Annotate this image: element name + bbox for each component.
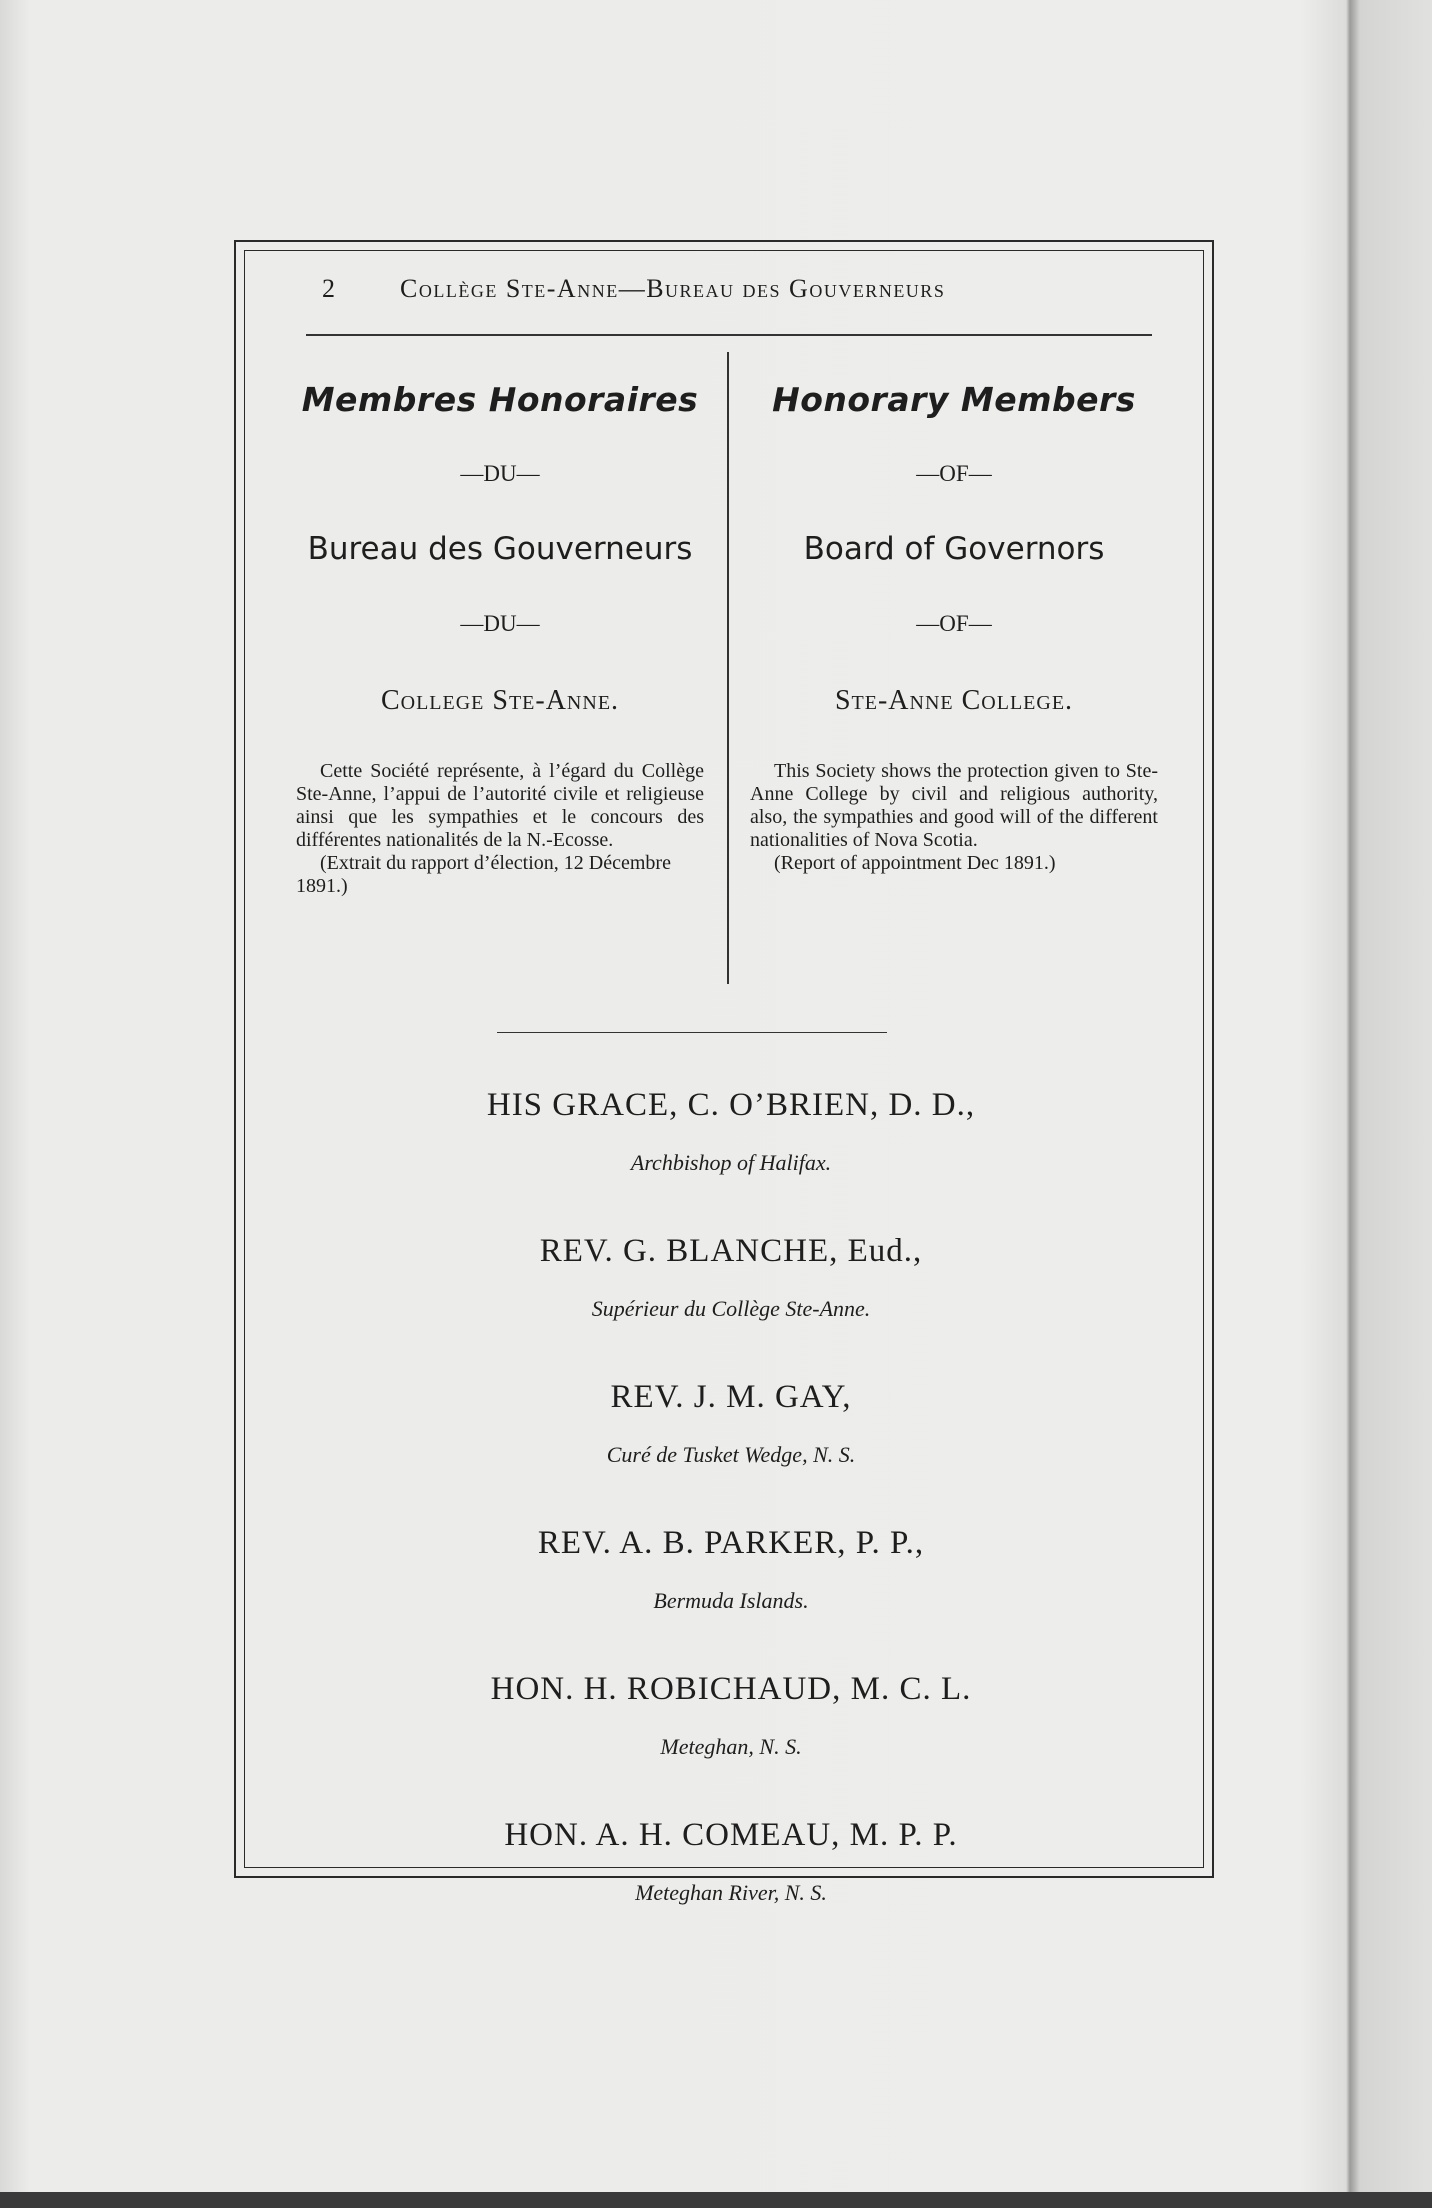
scan-bottom-edge (0, 2192, 1432, 2208)
member-name: REV. A. B. PARKER, P. P., (537, 1525, 925, 1561)
page-border (234, 240, 1214, 1905)
french-column (290, 360, 710, 898)
member-entry (306, 1666, 1156, 1762)
english-paragraph: This Society shows the protection given to Ste-Anne College by civil and religious authority, also, the sympathies and good will of the different nationalities of Nova Scotia. (750, 760, 1158, 851)
member-name: HIS GRACE, C. O’BRIEN, D. D., (486, 1087, 976, 1123)
member-entry (306, 1228, 1156, 1324)
french-paragraph: Cette Société représente, à l’égard du Collège Ste-Anne, l’appui de l’autorité civile et religieuse ainsi que les sympathies et le concours des différentes nationalités de la N.-Ecosse. (296, 760, 704, 851)
french-note: (Extrait du rapport d’élection, 12 Décembre 1891.) (296, 852, 671, 897)
french-college-name: College Ste-Anne. (380, 685, 620, 716)
english-column (744, 360, 1164, 875)
english-college-name: Ste-Anne College. (834, 685, 1074, 716)
english-separator-1: —OF— (916, 461, 992, 486)
member-name: HON. H. ROBICHAUD, M. C. L. (490, 1671, 972, 1707)
member-title: Meteghan River, N. S. (635, 1880, 827, 1905)
member-title: Supérieur du Collège Ste-Anne. (591, 1296, 871, 1321)
member-entry (306, 1812, 1156, 1908)
member-name: HON. A. H. COMEAU, M. P. P. (504, 1817, 958, 1853)
member-title: Archbishop of Halifax. (630, 1150, 832, 1175)
member-title: Meteghan, N. S. (660, 1734, 802, 1759)
english-note: (Report of appointment Dec 1891.) (774, 852, 1056, 874)
member-name: REV. J. M. GAY, (610, 1379, 852, 1415)
section-rule (497, 1032, 887, 1033)
header-rule (306, 334, 1152, 336)
running-head (300, 272, 1152, 312)
running-title: Collège Ste-Anne—Bureau des Gouverneurs (400, 274, 946, 303)
column-divider (727, 352, 729, 984)
french-heading: Membres Honoraires (301, 380, 699, 419)
french-separator-1: —DU— (460, 461, 540, 486)
page-number: 2 (322, 274, 335, 303)
english-body-title: Board of Governors (803, 531, 1105, 567)
french-body-title: Bureau des Gouverneurs (307, 531, 693, 567)
french-separator-2: —DU— (460, 611, 540, 636)
member-title: Curé de Tusket Wedge, N. S. (606, 1442, 856, 1467)
member-entry (306, 1520, 1156, 1616)
english-separator-2: —OF— (916, 611, 992, 636)
member-entry (306, 1082, 1156, 1178)
english-heading: Honorary Members (772, 380, 1136, 419)
members-list (306, 1082, 1156, 1958)
member-name: REV. G. BLANCHE, Eud., (539, 1233, 923, 1269)
member-entry (306, 1374, 1156, 1470)
member-title: Bermuda Islands. (653, 1588, 809, 1613)
